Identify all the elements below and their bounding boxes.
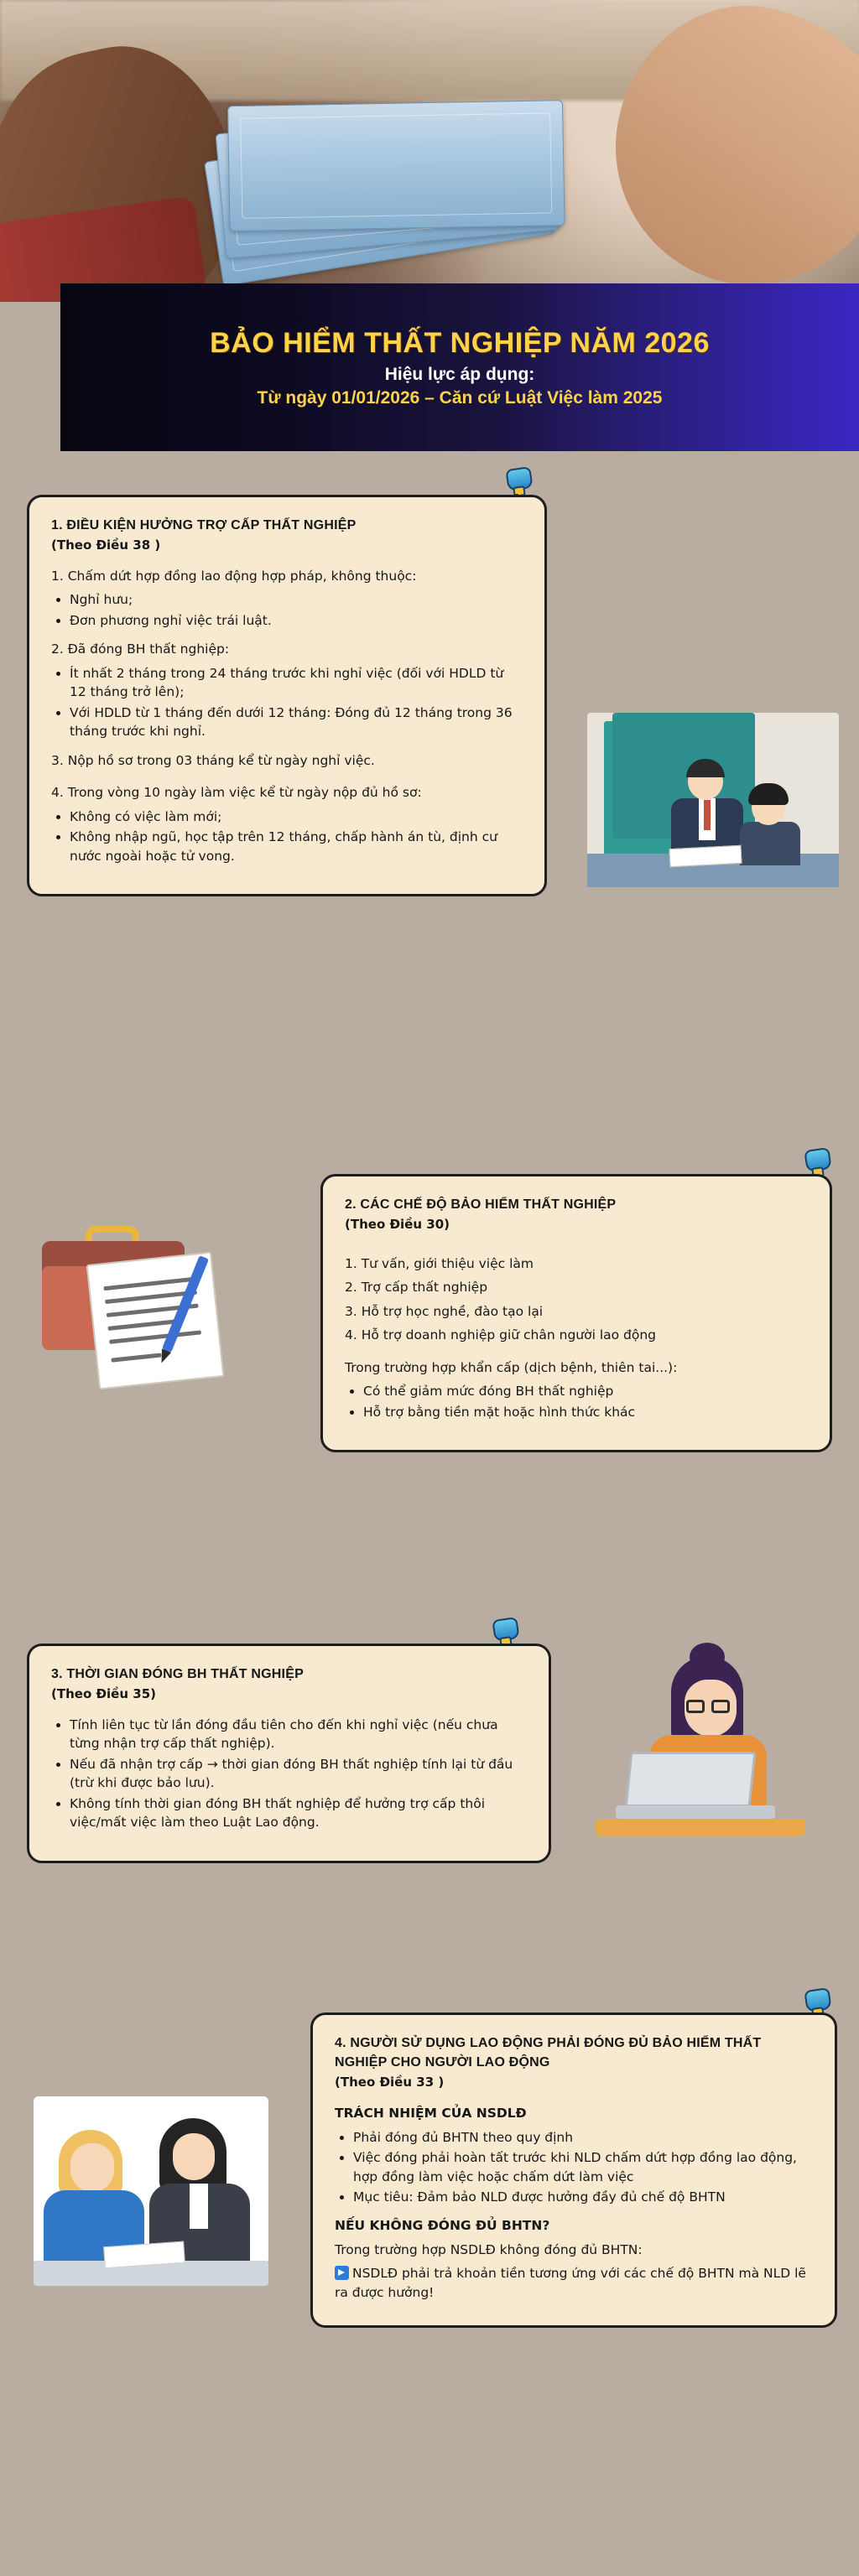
card4-section2-text: Trong trường hợp NSDLĐ không đóng đủ BHTN: — [335, 2241, 643, 2257]
card2-item-4: 4. Hỗ trợ doanh nghiệp giữ chân người lao động — [345, 1327, 657, 1343]
list-item: • Hỗ trợ bằng tiền mặt hoặc hình thức khác — [363, 1403, 808, 1421]
card4-section2-title: NẾU KHÔNG ĐÓNG ĐỦ BHTN? — [335, 2218, 550, 2234]
list-item: • Có thể giảm mức đóng BH thất nghiệp — [363, 1382, 808, 1400]
briefcase-document-illustration — [34, 1208, 252, 1392]
list-item: • Nghỉ hưu; — [70, 590, 523, 609]
list-item: • Phải đóng đủ BHTN theo quy định — [353, 2128, 813, 2147]
card2-subheading: (Theo Điều 30) — [345, 1217, 450, 1233]
card-employer-duty — [310, 2012, 837, 2328]
card2-item-1: 1. Tư vấn, giới thiệu việc làm — [345, 1255, 534, 1271]
list-item: • Không có việc làm mới; — [70, 808, 523, 826]
card2-item-3: 3. Hỗ trợ học nghề, đào tạo lại — [345, 1303, 544, 1319]
card1-list-3 — [51, 808, 523, 865]
card1-list-2 — [51, 664, 523, 741]
page-title: BẢO HIỂM THẤT NGHIỆP NĂM 2026 — [210, 326, 710, 359]
card4-subheading: (Theo Điều 33 ) — [335, 2075, 445, 2090]
card3-heading: 3. THỜI GIAN ĐÓNG BH THẤT NGHIỆP — [51, 1667, 304, 1681]
list-item: • Không tính thời gian đóng BH thất nghiệp để hưởng trợ cấp thôi việc/mất việc làm theo Luật Lao động. — [70, 1794, 527, 1832]
card-conditions — [27, 495, 547, 896]
banner-subtitle: Hiệu lực áp dụng: — [384, 364, 535, 384]
card1-list-1 — [51, 590, 523, 630]
banner-subtitle-2: Từ ngày 01/01/2026 – Căn cứ Luật Việc làm 2025 — [257, 387, 663, 408]
list-item: • Việc đóng phải hoàn tất trước khi NLD chấm dứt hợp đồng lao động, hợp đồng làm việc hoặc chấm dứt làm việc — [353, 2148, 813, 2186]
card4-section2-arrow-text: NSDLĐ phải trả khoản tiền tương ứng với các chế độ BHTN mà NLD lẽ ra được hưởng! — [335, 2266, 806, 2300]
card-benefits — [320, 1174, 832, 1452]
list-item: • Đơn phương nghỉ việc trái luật. — [70, 611, 523, 630]
list-item: • Với HDLD từ 1 tháng đến dưới 12 tháng: Đóng đủ 12 tháng trong 36 tháng trước khi nghỉ. — [70, 704, 523, 741]
card4-section2-arrow-row — [335, 2264, 813, 2302]
list-item: • Ít nhất 2 tháng trong 24 tháng trước khi nghỉ việc (đối với HDLD từ 12 tháng trở lên); — [70, 664, 523, 702]
header-photo — [0, 0, 859, 302]
card3-subheading: (Theo Điều 35) — [51, 1686, 156, 1702]
card1-paragraph-4: 4. Trong vòng 10 ngày làm việc kể từ ngày nộp đủ hồ sơ: — [51, 785, 422, 801]
list-item: • Nếu đã nhận trợ cấp → thời gian đóng BH thất nghiệp tính lại từ đầu (trừ khi được bảo lưu). — [70, 1755, 527, 1793]
card2-list — [345, 1382, 808, 1421]
card3-list — [51, 1716, 527, 1832]
card4-section1-list — [335, 2128, 813, 2207]
blue-arrow-icon — [335, 2266, 349, 2280]
card1-subheading: (Theo Điều 38 ) — [51, 538, 161, 553]
card1-paragraph-2: 2. Đã đóng BH thất nghiệp: — [51, 641, 230, 657]
card2-note: Trong trường hợp khẩn cấp (dịch bệnh, thiên tai...): — [345, 1359, 678, 1375]
title-banner — [60, 283, 859, 451]
card1-heading: 1. ĐIỀU KIỆN HƯỞNG TRỢ CẤP THẤT NGHIỆP — [51, 518, 357, 532]
interview-illustration — [587, 713, 839, 897]
card2-item-2: 2. Trợ cấp thất nghiệp — [345, 1280, 488, 1296]
card1-paragraph-3: 3. Nộp hồ sơ trong 03 tháng kể từ ngày nghỉ việc. — [51, 752, 375, 768]
card4-section1-title: TRÁCH NHIỆM CỦA NSDLĐ — [335, 2106, 527, 2122]
list-item: • Mục tiêu: Đảm bảo NLD được hưởng đầy đủ chế độ BHTN — [353, 2188, 813, 2206]
card4-heading: 4. NGƯỜI SỬ DỤNG LAO ĐỘNG PHẢI ĐÓNG ĐỦ BẢO HIỂM THẤT NGHIỆP CHO NGƯỜI LAO ĐỘNG — [335, 2036, 762, 2070]
card1-paragraph-1: 1. Chấm dứt hợp đồng lao động hợp pháp, không thuộc: — [51, 568, 417, 584]
card2-heading: 2. CÁC CHẾ ĐỘ BẢO HIỂM THẤT NGHIỆP — [345, 1197, 617, 1212]
list-item: • Không nhập ngũ, học tập trên 12 tháng, chấp hành án tù, định cư nước ngoài hoặc tử vong. — [70, 828, 523, 865]
two-people-meeting-illustration — [34, 2096, 268, 2289]
card-contribution-period — [27, 1644, 551, 1863]
woman-laptop-illustration — [579, 1648, 830, 1849]
banknote — [227, 100, 565, 231]
list-item: • Tính liên tục từ lần đóng đầu tiên cho đến khi nghỉ việc (nếu chưa từng nhận trợ cấp thất nghiệp). — [70, 1716, 527, 1753]
